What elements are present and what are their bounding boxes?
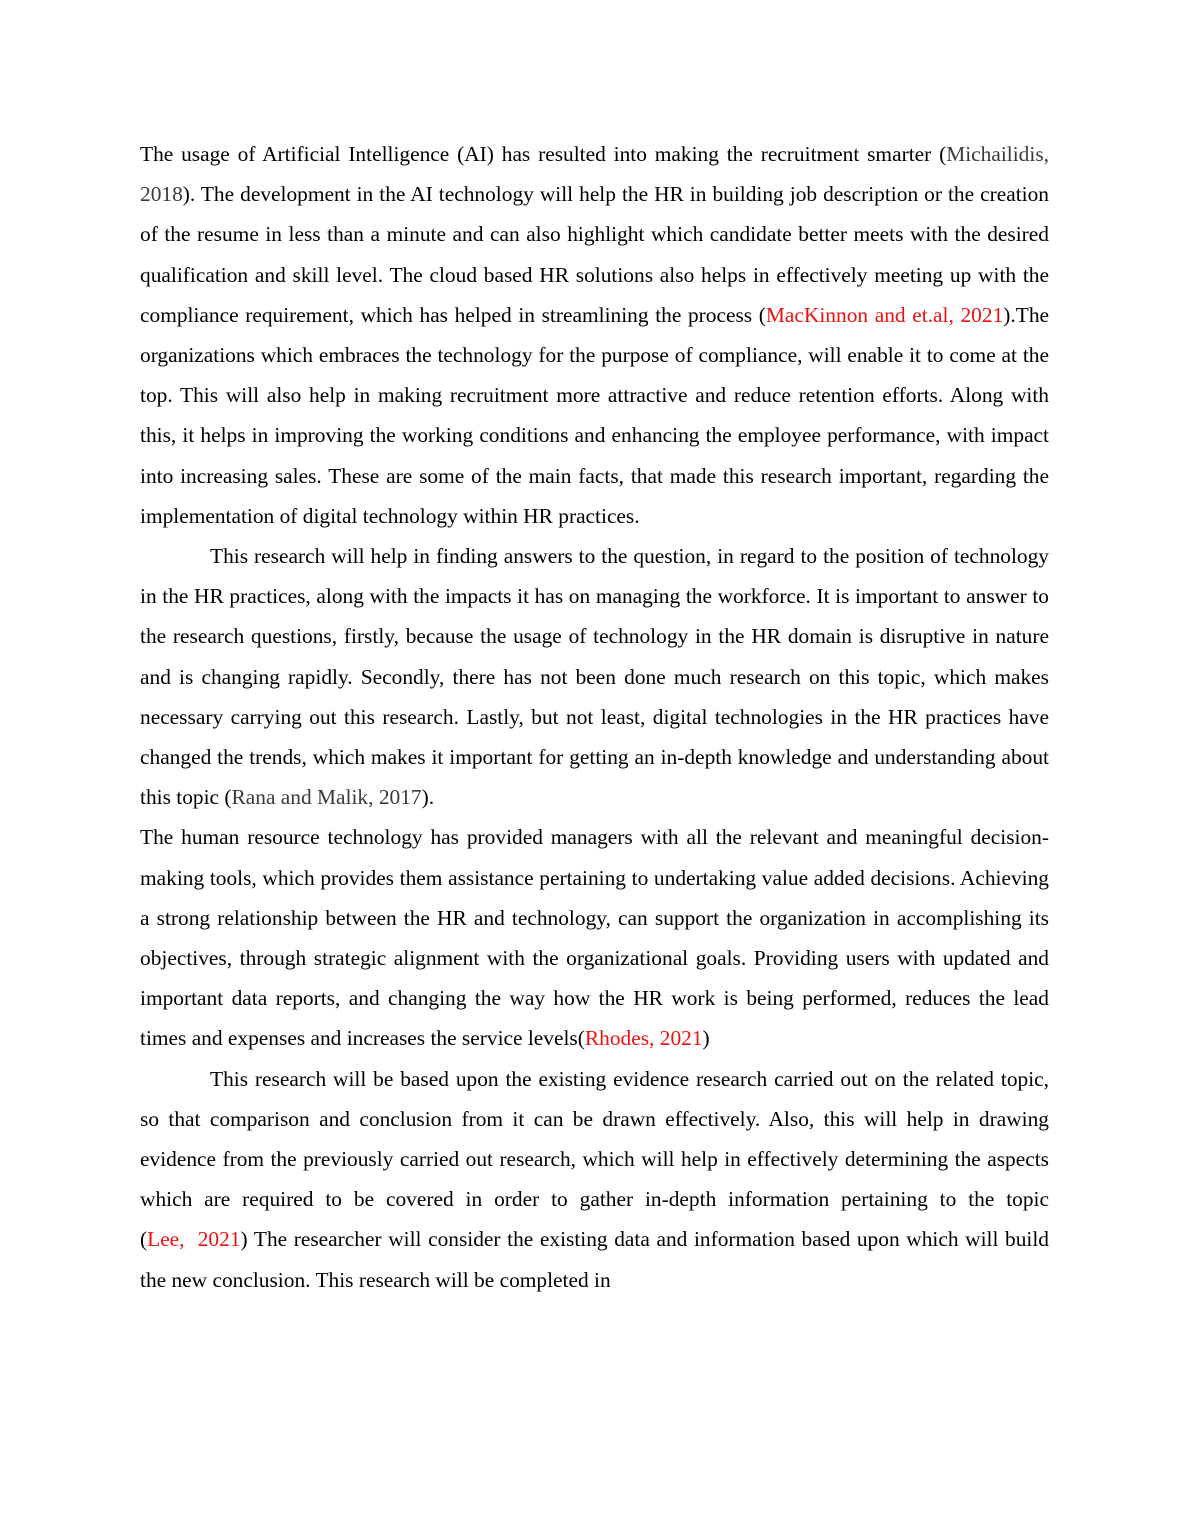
citation-rana-malik: Rana and Malik, 2017 [231,785,422,810]
paragraph-existing-evidence [140,1059,1049,1300]
paragraph-text: ) [702,1026,710,1051]
citation-mackinnon: MacKinnon and et.al, 2021 [765,302,1004,327]
paragraph-text: The usage of Artificial Intelligence (AI) has resulted into making the recruitment smarter ( [140,142,947,166]
citation-rhodes: Rhodes, 2021 [584,1026,703,1051]
paragraph-text: ). The development in the AI technology will help the HR in building job description or the creation of the resume in less than a minute and can also highlight which candidate better meets with the desired qualification and skill level. The cloud based HR solutions also helps in effectively meeting up with the compliance requirement, which has helped in streamlining the process ( [140,182,1049,327]
paragraph-ai-recruitment [140,134,1049,536]
paragraph-text: This research will be based upon the existing evidence research carried out on the related topic, so that comparison and conclusion from it can be drawn effectively. Also, this will help in drawing evidence from the previously carried out research, which will help in effectively determining the aspects which are required to be covered in order to gather in-depth information pertaining to the topic ( [140,1066,1049,1252]
document-page [140,134,1049,1300]
paragraph-text: This research will help in finding answers to the question, in regard to the position of technology in the HR practices, along with the impacts it has on managing the workforce. It is important to answer to the research questions, firstly, because the usage of technology in the HR domain is disruptive in nature and is changing rapidly. Secondly, there has not been done much research on this topic, which makes necessary carrying out this research. Lastly, but not least, digital technologies in the HR practices have changed the trends, which makes it important for getting an in-depth knowledge and understanding about this topic ( [140,544,1049,810]
paragraph-text: ).The organizations which embraces the technology for the purpose of compliance, will enable it to come at the top. This will also help in making recruitment more attractive and reduce retention efforts. Along with this, it helps in improving the working conditions and enhancing the employee performance, with impact into increasing sales. These are some of the main facts, that made this research important, regarding the implementation of digital technology within HR practices. [140,302,1050,528]
paragraph-text: The human resource technology has provided managers with all the relevant and meaningful decision-making tools, which provides them assistance pertaining to undertaking value added decisions. Achieving a strong relationship between the HR and technology, can support the organization in accomplishing its objectives, through strategic alignment with the organizational goals. Providing users with updated and important data reports, and changing the way how the HR work is being performed, reduces the lead times and expenses and increases the service levels( [140,825,1049,1051]
paragraph-text: ) The researcher will consider the existing data and information based upon which will build the new conclusion. This research will be completed in [140,1227,1049,1292]
paragraph-research-questions [140,536,1049,817]
paragraph-text: ). [421,785,435,810]
citation-michailidis: Michailidis, 2018 [140,142,1049,207]
citation-lee: Lee, 2021 [147,1227,241,1252]
paragraph-hr-technology [140,817,1049,1058]
